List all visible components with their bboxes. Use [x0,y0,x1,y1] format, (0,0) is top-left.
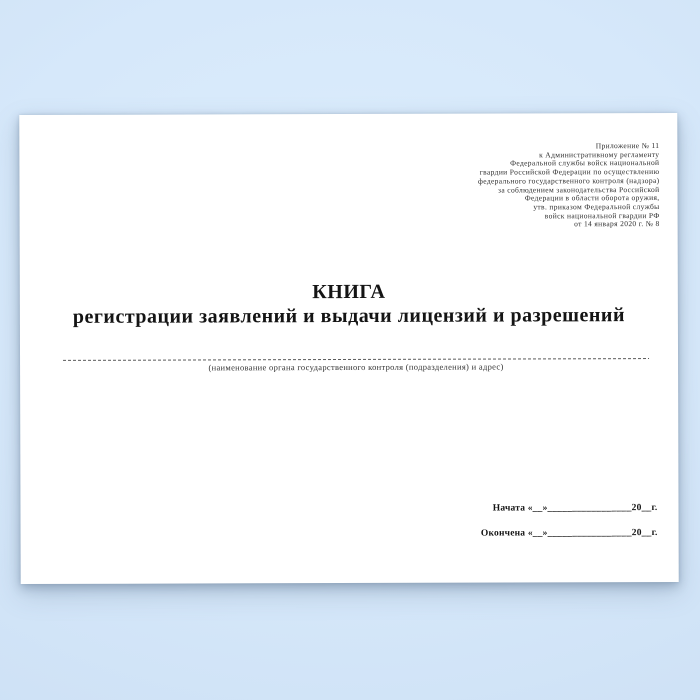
document-title-line2: регистрации заявлений и выдачи лицензий и разрешений [72,304,625,328]
org-name-caption: (наименование органа государственного контроля (подразделения) и адрес) [208,361,504,373]
annex-line: Приложение № 11 [595,141,660,151]
annex-line: Федеральной службы войск национальной [510,158,660,168]
started-date-line: Начата «__»_________________20__г. [492,503,658,514]
annex-line: утв. приказом Федеральной службы [533,201,660,212]
annex-reference-block [478,142,660,230]
annex-line: войск национальной гвардии РФ [544,210,660,221]
dates-section [481,496,658,546]
annex-line: от 14 января 2020 г. № 8 [574,219,660,229]
book-cover-page [19,113,678,584]
annex-line: федерального государственного контроля (надзора) [478,175,660,186]
finished-date-line: Окончена «__»_________________20__г. [480,527,658,539]
annex-line: за соблюдением законодательства Российской [498,184,660,195]
annex-line: к Административному регламенту [539,149,660,160]
org-name-section [63,358,649,374]
document-title-line1: КНИГА [312,280,386,304]
annex-line: гвардии Российской Федерации по осуществлению [479,167,660,177]
annex-line: Федерации в области оборота оружия, [524,193,660,203]
document-title [20,279,678,329]
